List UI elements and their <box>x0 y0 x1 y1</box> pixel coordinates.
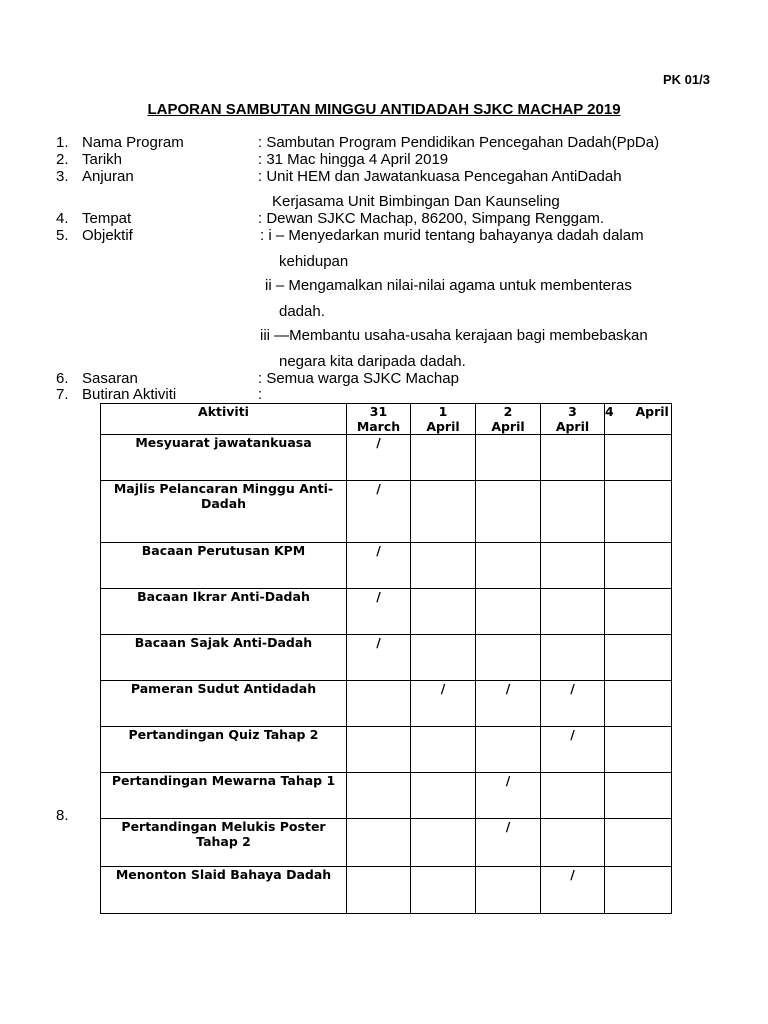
field-number: 4. <box>56 210 69 227</box>
activity-mark-cell: / <box>541 681 605 727</box>
field-label-target: Sasaran <box>82 370 138 387</box>
activity-mark-cell: / <box>476 773 541 819</box>
activity-mark-cell <box>476 867 541 914</box>
activity-name: Menonton Slaid Bahaya Dadah <box>101 867 347 914</box>
activity-mark-cell <box>541 819 605 867</box>
table-row <box>101 589 672 635</box>
field-label-activities: Butiran Aktiviti <box>82 386 177 403</box>
activity-mark-cell <box>347 681 411 727</box>
field-label-objective: Objektif <box>82 227 133 244</box>
activity-mark-cell <box>476 543 541 589</box>
activity-mark-cell <box>541 773 605 819</box>
table-row <box>101 543 672 589</box>
table-row <box>101 635 672 681</box>
activity-mark-cell: / <box>347 543 411 589</box>
field-value-date: : 31 Mac hingga 4 April 2019 <box>258 151 449 168</box>
activity-mark-cell <box>411 727 476 773</box>
activity-name: Mesyuarat jawatankuasa <box>101 435 347 481</box>
column-header-activity: Aktiviti <box>101 404 347 435</box>
objective-i: : i – Menyedarkan murid tentang bahayanya dadah dalam <box>260 227 644 244</box>
activity-mark-cell: / <box>541 867 605 914</box>
activity-name: Bacaan Perutusan KPM <box>101 543 347 589</box>
activity-table <box>100 403 672 914</box>
activity-mark-cell <box>605 773 672 819</box>
activity-mark-cell <box>411 819 476 867</box>
activity-mark-cell <box>605 635 672 681</box>
activity-mark-cell <box>541 589 605 635</box>
field-number: 2. <box>56 151 69 168</box>
activity-mark-cell <box>476 435 541 481</box>
column-header-1-april: 1 April <box>411 404 476 435</box>
activity-name: Bacaan Ikrar Anti-Dadah <box>101 589 347 635</box>
objective-i-cont: kehidupan <box>279 253 349 270</box>
activity-mark-cell: / <box>347 589 411 635</box>
table-header-row <box>101 404 672 435</box>
field-label-date: Tarikh <box>82 151 123 168</box>
field-value-venue: : Dewan SJKC Machap, 86200, Simpang Renggam. <box>258 210 605 227</box>
report-title: LAPORAN SAMBUTAN MINGGU ANTIDADAH SJKC MACHAP 2019 <box>147 101 621 118</box>
activity-mark-cell <box>347 727 411 773</box>
activity-mark-cell <box>476 481 541 543</box>
field-number: 1. <box>56 134 69 151</box>
activity-mark-cell <box>605 727 672 773</box>
activity-mark-cell <box>411 867 476 914</box>
activity-name: Pertandingan Quiz Tahap 2 <box>101 727 347 773</box>
field-number: 8. <box>56 807 69 824</box>
objective-ii: ii – Mengamalkan nilai-nilai agama untuk membenteras <box>265 277 632 294</box>
activity-mark-cell: / <box>476 819 541 867</box>
field-label-organizer: Anjuran <box>82 168 134 185</box>
activity-mark-cell <box>605 819 672 867</box>
table-row <box>101 773 672 819</box>
activity-mark-cell <box>605 867 672 914</box>
activity-mark-cell <box>605 435 672 481</box>
table-row <box>101 867 672 914</box>
activity-mark-cell: / <box>411 681 476 727</box>
activity-mark-cell: / <box>347 435 411 481</box>
table-row <box>101 819 672 867</box>
table-row <box>101 727 672 773</box>
column-header-4-april: 4 April <box>605 404 672 435</box>
table-row <box>101 435 672 481</box>
document-code: PK 01/3 <box>663 72 710 87</box>
field-number: 5. <box>56 227 69 244</box>
activity-mark-cell <box>347 773 411 819</box>
activity-mark-cell <box>605 481 672 543</box>
activity-mark-cell: / <box>541 727 605 773</box>
activity-mark-cell: / <box>347 635 411 681</box>
field-value-activities: : <box>258 386 263 403</box>
field-value-organizer-cont: Kerjasama Unit Bimbingan Dan Kaunseling <box>272 193 560 210</box>
field-label-program: Nama Program <box>82 134 184 151</box>
activity-mark-cell <box>411 481 476 543</box>
objective-iii-cont: negara kita daripada dadah. <box>279 353 466 370</box>
activity-mark-cell <box>605 543 672 589</box>
activity-name: Majlis Pelancaran Minggu Anti-Dadah <box>101 481 347 543</box>
activity-mark-cell <box>411 635 476 681</box>
field-label-venue: Tempat <box>82 210 132 227</box>
column-header-31-march: 31 March <box>347 404 411 435</box>
activity-mark-cell <box>476 727 541 773</box>
activity-mark-cell <box>541 481 605 543</box>
field-value-program: : Sambutan Program Pendidikan Pencegahan Dadah(PpDa) <box>258 134 660 151</box>
activity-mark-cell <box>476 635 541 681</box>
column-header-3-april: 3 April <box>541 404 605 435</box>
activity-mark-cell <box>541 543 605 589</box>
objective-ii-cont: dadah. <box>279 303 325 320</box>
activity-mark-cell: / <box>347 481 411 543</box>
field-number: 3. <box>56 168 69 185</box>
activity-mark-cell <box>411 435 476 481</box>
activity-mark-cell <box>541 635 605 681</box>
activity-mark-cell <box>411 543 476 589</box>
table-row <box>101 681 672 727</box>
objective-iii: iii —Membantu usaha-usaha kerajaan bagi membebaskan <box>260 327 648 344</box>
activity-mark-cell <box>605 589 672 635</box>
table-row <box>101 481 672 543</box>
activity-name: Bacaan Sajak Anti-Dadah <box>101 635 347 681</box>
activity-mark-cell <box>411 589 476 635</box>
field-number: 7. <box>56 386 69 403</box>
activity-mark-cell <box>476 589 541 635</box>
activity-mark-cell <box>541 435 605 481</box>
activity-mark-cell <box>605 681 672 727</box>
activity-name: Pameran Sudut Antidadah <box>101 681 347 727</box>
activity-mark-cell: / <box>476 681 541 727</box>
column-header-2-april: 2 April <box>476 404 541 435</box>
field-value-organizer: : Unit HEM dan Jawatankuasa Pencegahan AntiDadah <box>258 168 622 185</box>
field-value-target: : Semua warga SJKC Machap <box>258 370 459 387</box>
activity-mark-cell <box>347 867 411 914</box>
activity-mark-cell <box>411 773 476 819</box>
activity-name: Pertandingan Mewarna Tahap 1 <box>101 773 347 819</box>
activity-mark-cell <box>347 819 411 867</box>
field-number: 6. <box>56 370 69 387</box>
activity-name: Pertandingan Melukis Poster Tahap 2 <box>101 819 347 867</box>
